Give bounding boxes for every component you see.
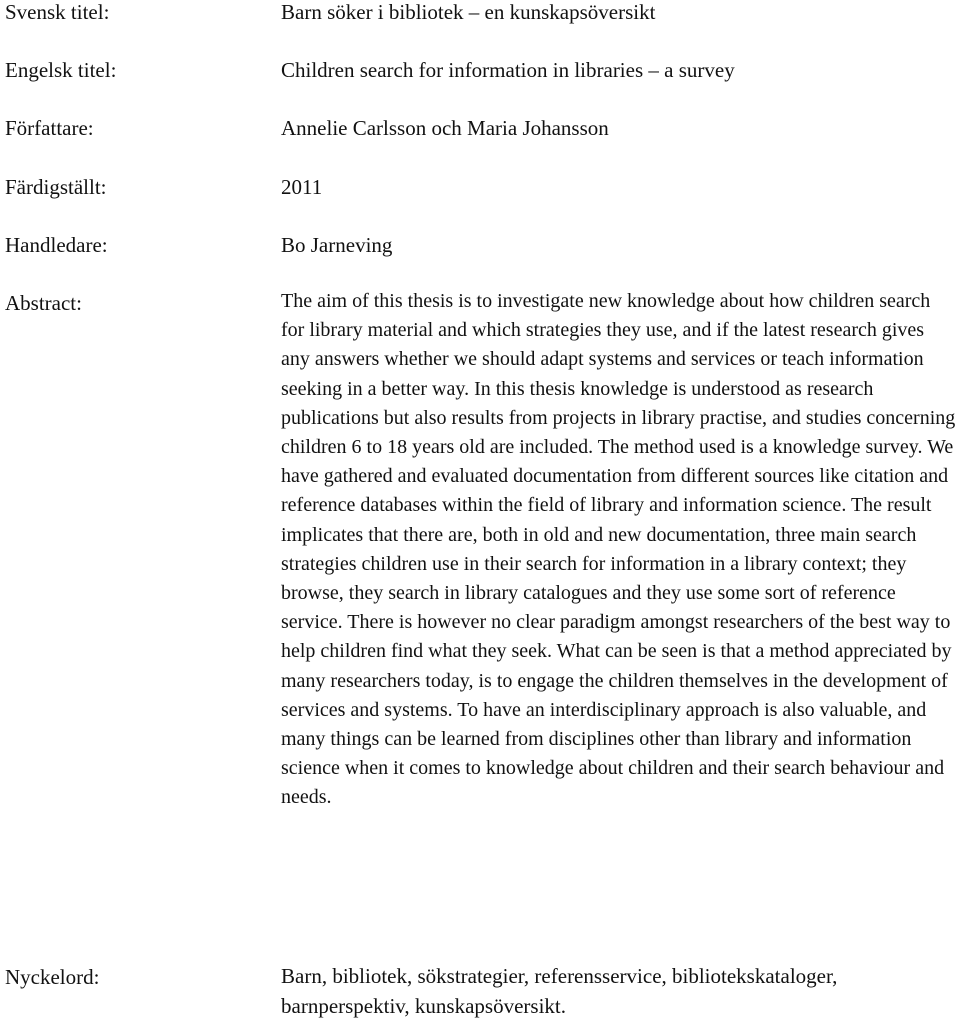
keywords-text: Barn, bibliotek, sökstrategier, referensservice, bibliotekskataloger, barnperspektiv, kunskapsöversikt. xyxy=(281,964,838,1018)
authors-label: Författare: xyxy=(5,116,94,140)
supervisor-value: Bo Jarneving xyxy=(281,233,393,257)
swedish-title-value: Barn söker i bibliotek – en kunskapsöversikt xyxy=(281,0,656,24)
english-title-value: Children search for information in libraries – a survey xyxy=(281,58,735,82)
completed-value: 2011 xyxy=(281,175,323,199)
supervisor-label: Handledare: xyxy=(5,233,108,257)
swedish-title-label: Svensk titel: xyxy=(5,0,110,24)
abstract-text: The aim of this thesis is to investigate new knowledge about how children search for library material and which strategies they use, and if the latest research gives any answers whether we should adapt systems and services or teach information seeking in a better way. In this thesis knowledge is understood as research publications but also results from projects in library practise, and studies concerning children 6 to 18 years old are included. The method used is a knowledge survey. We have gathered and evaluated documentation from different sources like citation and reference databases within the field of library and information science. The result implicates that there are, both in old and new documentation, three main search strategies children use in their search for information in a library context; they browse, they search in library catalogues and they use some sort of reference service. There is however no clear paradigm amongst researchers of the best way to help children find what they seek. What can be seen is that a method appreciated by many researchers today, is to engage the children themselves in the development of services and systems. To have an interdisciplinary approach is also valuable, and many things can be learned from disciplines other than library and information science when it comes to knowledge about children and their search behaviour and needs. xyxy=(281,290,956,809)
abstract-label: Abstract: xyxy=(5,291,82,315)
english-title-label: Engelsk titel: xyxy=(5,58,117,82)
authors-value: Annelie Carlsson och Maria Johansson xyxy=(281,116,609,140)
completed-label: Färdigställt: xyxy=(5,175,107,199)
keywords-label: Nyckelord: xyxy=(5,965,100,989)
